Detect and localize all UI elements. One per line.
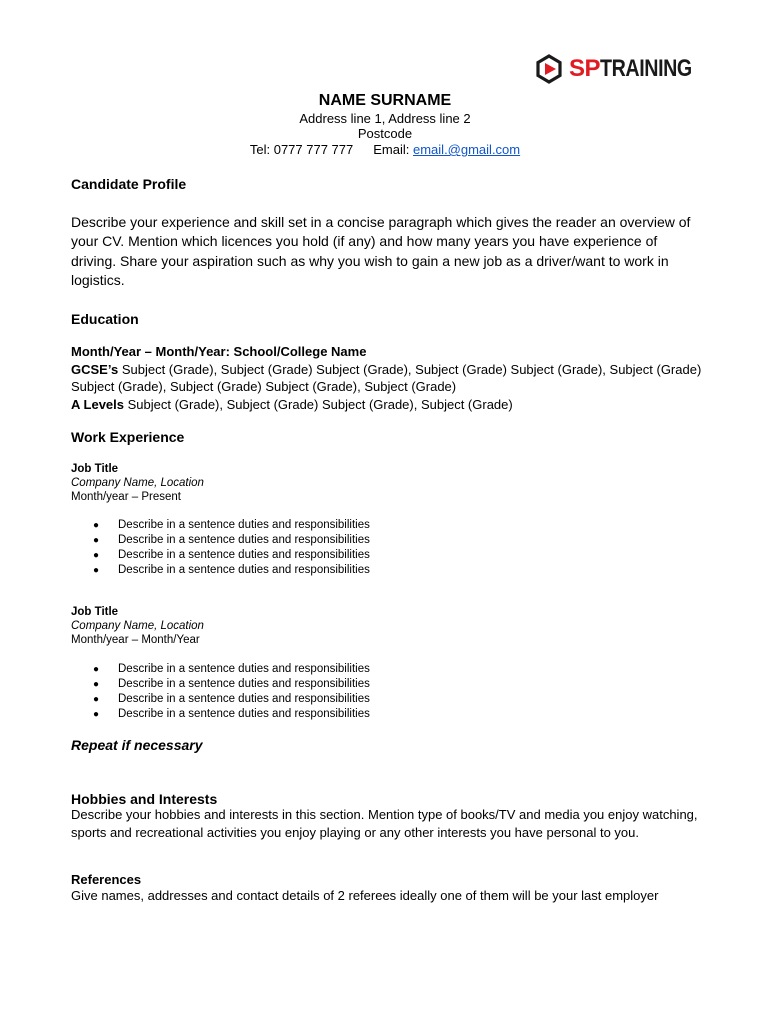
gcse-label: GCSE’s xyxy=(71,361,119,377)
job-dates: Month/year – Month/Year xyxy=(71,634,200,646)
sp-training-logo xyxy=(535,54,712,84)
logo-sp-text: SP xyxy=(569,55,601,82)
candidate-name: NAME SURNAME xyxy=(318,92,452,109)
address-line: Address line 1, Address line 2 xyxy=(299,111,471,126)
duty-item: ● Describe in a sentence duties and responsibilities xyxy=(93,663,370,675)
job-title: Job Title xyxy=(71,606,119,618)
job-dates: Month/year – Present xyxy=(71,491,181,503)
alevel-line xyxy=(71,396,711,414)
hobbies-text: Describe your hobbies and interests in this section. Mention type of books/TV and media you enjoy watching, sports and recreational activities you enjoy playing or any other interests you have personal to you. xyxy=(71,807,698,840)
references-text: Give names, addresses and contact details of 2 referees ideally one of them will be your last employer xyxy=(71,888,659,903)
duty-item: ● Describe in a sentence duties and responsibilities xyxy=(93,549,370,561)
bullet-icon: ● xyxy=(93,694,100,705)
job-company: Company Name, Location xyxy=(71,620,204,632)
duty-item: ● Describe in a sentence duties and responsibilities xyxy=(93,693,370,705)
logo-training-text: TRAINING xyxy=(600,55,692,82)
telephone: Tel: 0777 777 777 xyxy=(249,142,354,157)
bullet-icon: ● xyxy=(93,565,100,576)
bullet-icon: ● xyxy=(93,535,100,546)
hexagon-play-icon xyxy=(535,54,563,84)
repeat-note: Repeat if necessary xyxy=(71,737,203,753)
bullet-icon: ● xyxy=(93,709,100,720)
job-entry xyxy=(71,462,204,504)
email-link[interactable]: email.@gmail.com xyxy=(413,142,521,157)
duty-item: ● Describe in a sentence duties and responsibilities xyxy=(93,534,370,546)
profile-text: Describe your experience and skill set in a concise paragraph which gives the reader an overview of your CV. Mention which licences you hold (if any) and how many years you have experience of driving. Share your aspiration such as why you wish to gain a new job as a driver/want to work in logistics. xyxy=(71,214,691,288)
email-label: Email: xyxy=(373,142,410,157)
education-dates-school: Month/Year – Month/Year: School/College Name xyxy=(71,344,367,359)
duty-item: ● Describe in a sentence duties and responsibilities xyxy=(93,564,370,576)
bullet-icon: ● xyxy=(93,679,100,690)
bullet-icon: ● xyxy=(93,550,100,561)
bullet-icon: ● xyxy=(93,520,100,531)
contact-line xyxy=(0,142,770,157)
profile-heading: Candidate Profile xyxy=(71,176,187,192)
gcse-subjects: Subject (Grade), Subject (Grade) Subject (Grade), Subject (Grade) Subject (Grade), Subject (Grade) Subject (Grade), Subject (Grade) Subject (Grade), Subject (Grade) xyxy=(71,361,702,394)
alevel-subjects: Subject (Grade), Subject (Grade) Subject (Grade), Subject (Grade) xyxy=(124,396,513,412)
duty-item: ● Describe in a sentence duties and responsibilities xyxy=(93,708,370,720)
postcode: Postcode xyxy=(357,126,413,141)
education-heading: Education xyxy=(71,311,139,327)
hobbies-heading: Hobbies and Interests xyxy=(71,791,218,807)
job-title: Job Title xyxy=(71,463,119,475)
job-entry xyxy=(71,605,204,647)
education-block xyxy=(71,343,711,413)
gcse-line xyxy=(71,361,711,396)
duty-item: ● Describe in a sentence duties and responsibilities xyxy=(93,519,370,531)
duty-item: ● Describe in a sentence duties and responsibilities xyxy=(93,678,370,690)
bullet-icon: ● xyxy=(93,664,100,675)
references-heading: References xyxy=(71,872,142,887)
work-heading: Work Experience xyxy=(71,429,185,445)
job-duties-list xyxy=(71,518,370,578)
job-company: Company Name, Location xyxy=(71,477,204,489)
alevel-label: A Levels xyxy=(71,396,124,412)
job-duties-list xyxy=(71,662,370,722)
